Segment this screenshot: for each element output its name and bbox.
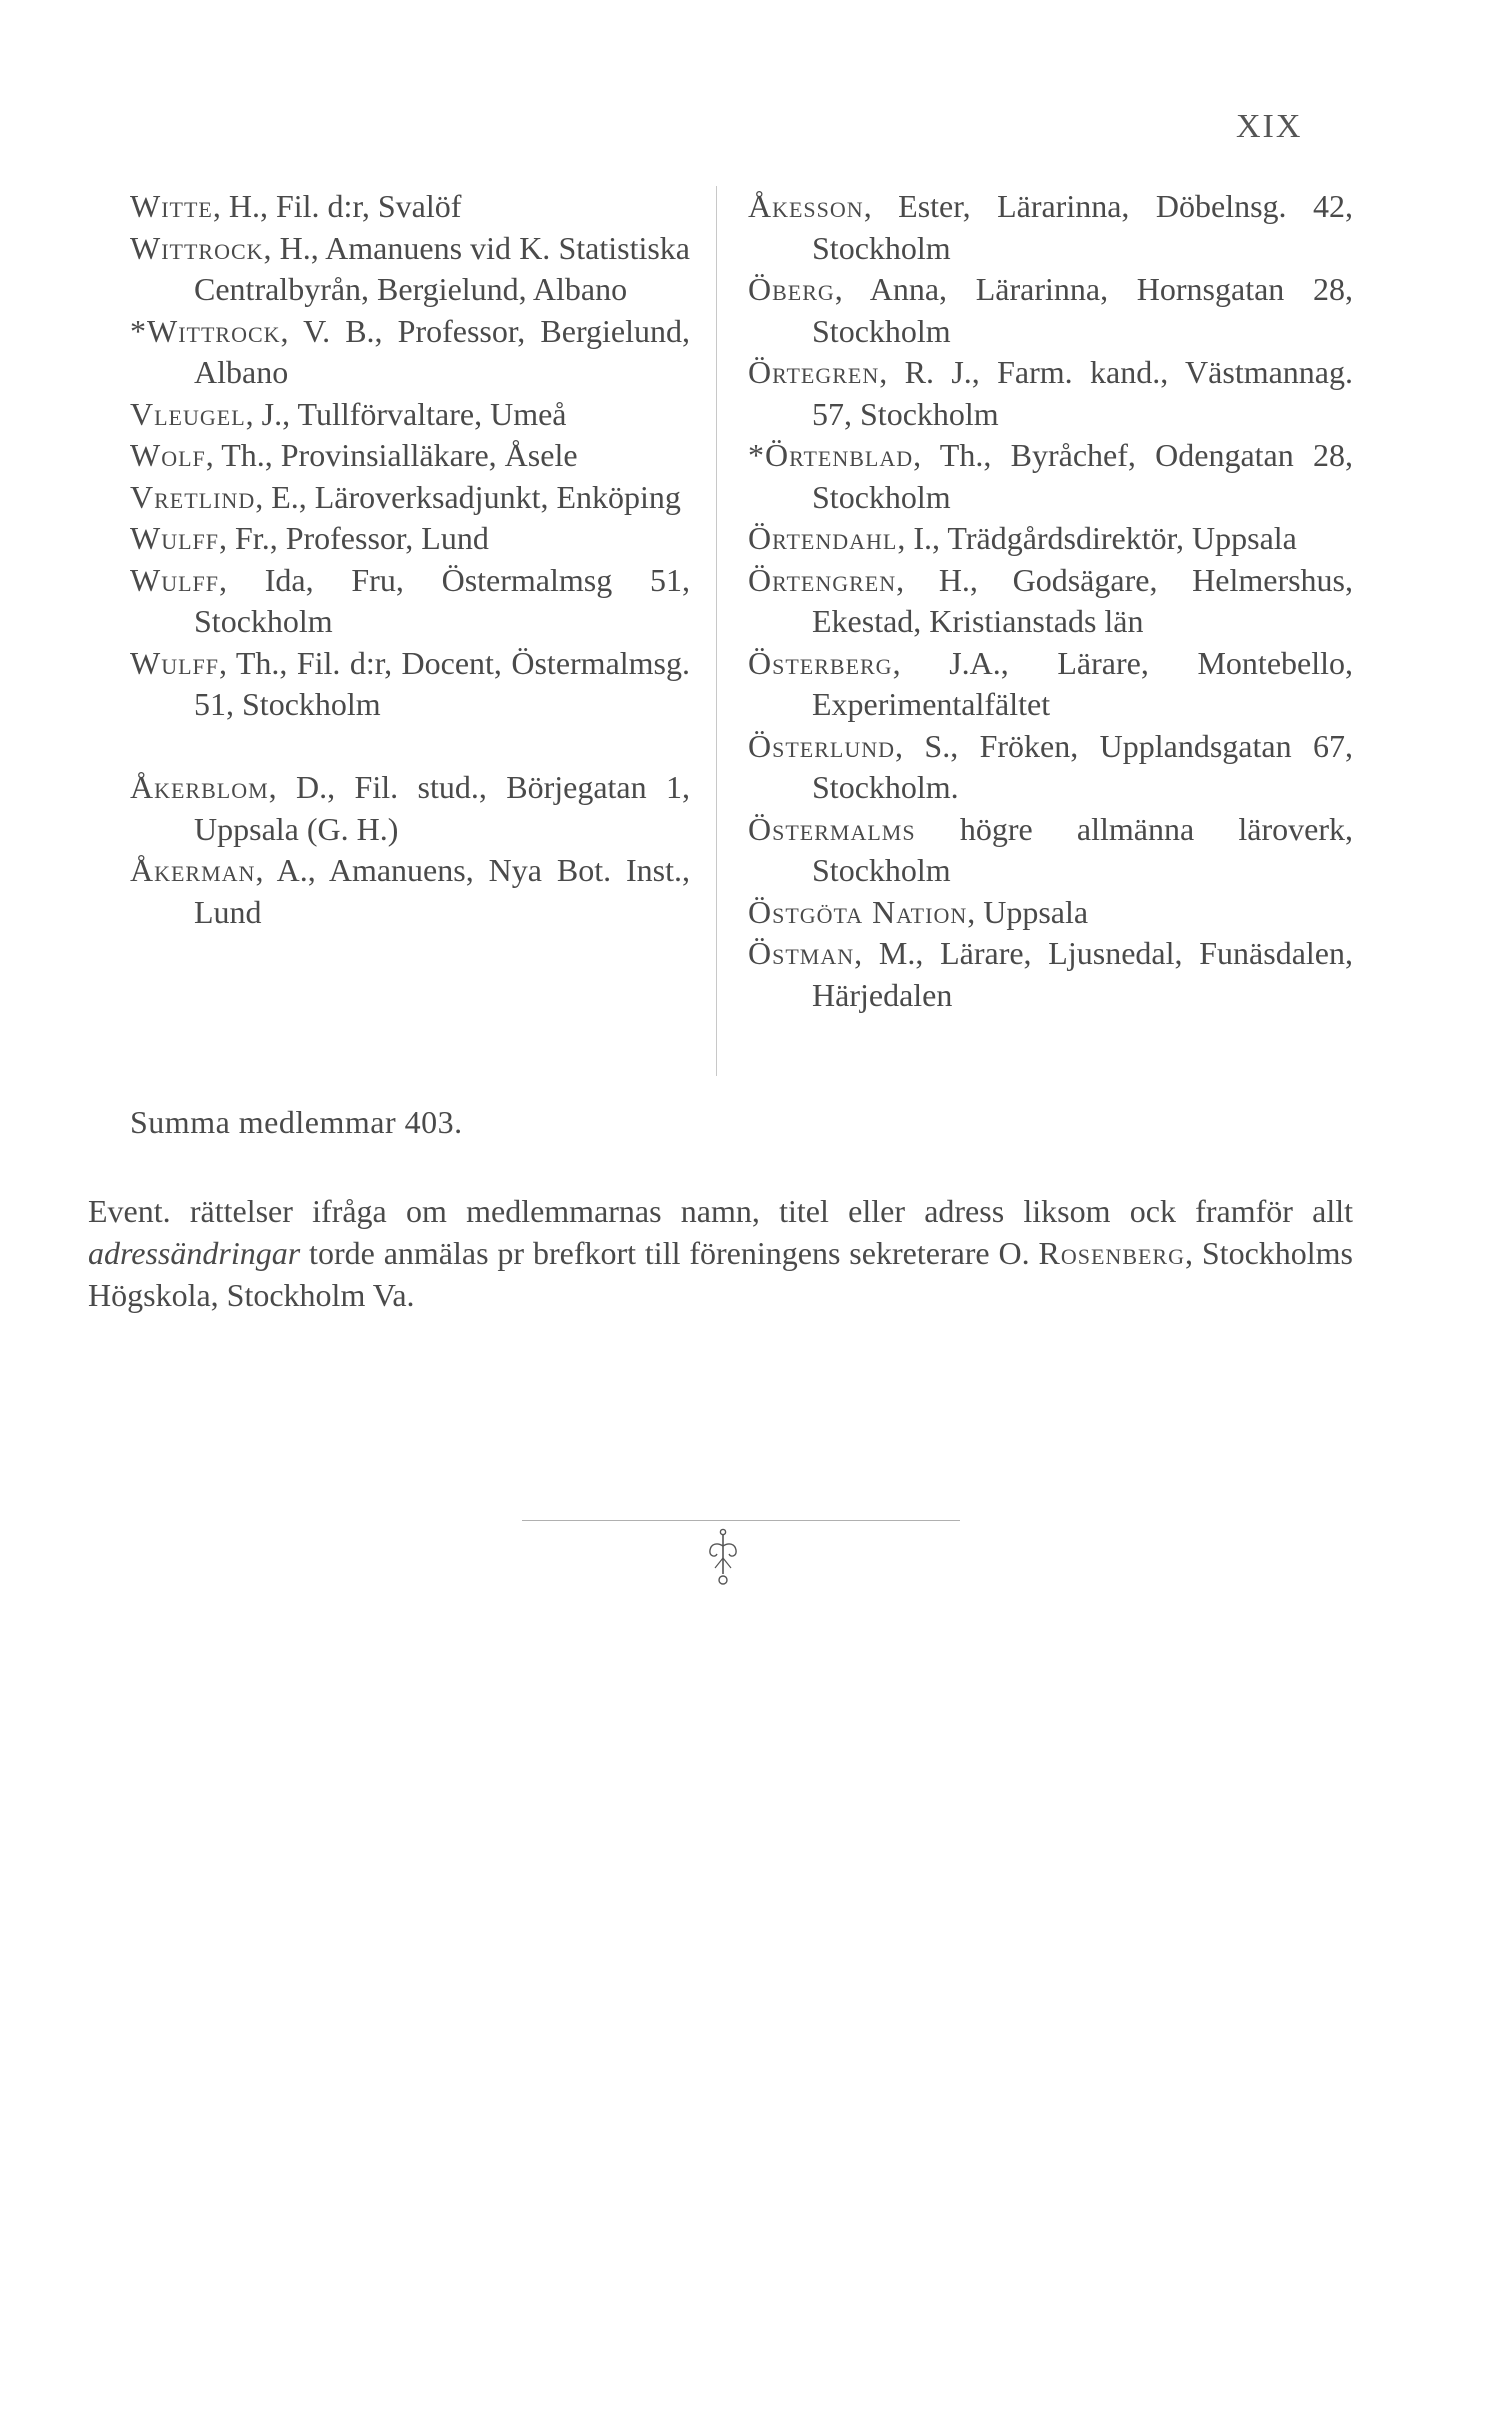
member-name: Witte [130,188,213,224]
member-name: Åkerblom [130,769,269,805]
correction-notice [88,1190,1353,1316]
member-entry [748,933,1353,1016]
member-name: Åkerman [130,852,256,888]
member-entry [748,518,1353,560]
member-name: Wittrock [130,229,264,266]
fleuron-ornament-icon [701,1528,745,1588]
secretary-name: Rosenberg [1038,1235,1185,1271]
member-details: , S., Fröken, Upplandsgatan 67, Stockholm. [812,727,1353,805]
member-entry [130,767,690,850]
member-details: , Ester, Lärarinna, Döbelnsg. 42, Stockholm [812,188,1353,266]
right-column [748,186,1353,1016]
member-entry [130,518,690,560]
member-details: , Uppsala [967,893,1089,930]
notice-text: , Stockholms Högskola, Stockholm Va. [88,1235,1354,1313]
member-entry [130,435,690,477]
notice-text: Event. rättelser ifråga om medlemmarnas namn, titel eller adress liksom ock framför allt [88,1193,1353,1229]
member-details: , Fr., Professor, Lund [219,520,489,556]
member-name: Wulff [130,561,219,598]
member-name: Vretlind [130,478,256,515]
member-name: Vleugel [130,395,246,432]
member-details: , R. J., Farm. kand., Västmannag. 57, Stockholm [812,354,1353,432]
member-entry [130,311,690,394]
member-entry [748,643,1353,726]
notice-emphasis: adressändringar [88,1235,301,1271]
member-details: , A., Amanuens, Nya Bot. Inst., Lund [194,852,690,930]
member-name: Östermalms [748,810,916,847]
member-name: Örtegren [748,354,880,390]
member-name: Åkesson [748,188,864,224]
member-details: , M., Lärare, Ljusnedal, Funäsdalen, Härjedalen [812,935,1353,1013]
member-entry [130,850,690,933]
member-details: , Th., Provinsialläkare, Åsele [205,437,578,473]
member-details: , V. B., Professor, Bergielund, Albano [194,312,690,390]
member-entry [748,435,1353,518]
member-name: Örtendahl [748,520,898,556]
member-entry [130,394,690,436]
member-name: Wulff [130,520,219,556]
member-entry [748,726,1353,809]
member-details: , H., Fil. d:r, Svalöf [212,188,462,224]
column-divider [716,186,717,1076]
member-details: , Anna, Lärarinna, Hornsgatan 28, Stockholm [812,271,1353,349]
member-details: högre allmänna läroverk, Stockholm [812,810,1353,888]
member-entry [748,269,1353,352]
member-entry [748,352,1353,435]
member-entry [748,186,1353,269]
member-details: , E., Läroverksadjunkt, Enköping [255,478,681,515]
member-name: Östman [748,935,855,971]
member-entry [748,892,1353,934]
left-column [130,186,690,933]
member-entry [748,560,1353,643]
member-entry [130,560,690,643]
member-entry [130,643,690,726]
page-number: XIX [1236,108,1303,145]
member-details: , I., Trädgårdsdirektör, Uppsala [897,520,1297,556]
member-details: , H., Amanuens vid K. Statistiska Centralbyrån, Bergielund, Albano [194,229,690,307]
member-name: Österberg [748,644,893,681]
notice-text: torde anmälas pr brefkort till föreningens sekreterare O. [300,1235,1039,1271]
member-entry [748,809,1353,892]
member-entry [130,186,690,228]
member-name: Österlund [748,727,895,764]
member-entry [130,228,690,311]
member-name: *Wittrock [130,312,281,349]
member-name: Wulff [130,644,219,681]
member-name: Örtengren [748,561,897,598]
member-name: *Örtenblad [748,437,914,473]
member-details: , J.A., Lärare, Montebello, Experimentalfältet [812,644,1353,722]
member-name: Öberg [748,271,835,307]
member-name: Wolf [130,437,206,473]
member-details: , Ida, Fru, Östermalmsg 51, Stockholm [194,561,690,639]
member-details: , J., Tullförvaltare, Umeå [245,395,567,432]
member-entry [130,477,690,519]
member-details: , D., Fil. stud., Börjegatan 1, Uppsala (G. H.) [194,769,690,847]
closing-rule [522,1520,960,1521]
member-name: Östgöta Nation [748,893,968,930]
member-details: , Th., Byråchef, Odengatan 28, Stockholm [812,437,1353,515]
member-details: , H., Godsägare, Helmershus, Ekestad, Kristianstads län [812,561,1353,639]
member-total: Summa medlemmar 403. [130,1104,463,1140]
section-gap [130,726,690,768]
member-details: , Th., Fil. d:r, Docent, Östermalmsg. 51, Stockholm [194,644,690,722]
